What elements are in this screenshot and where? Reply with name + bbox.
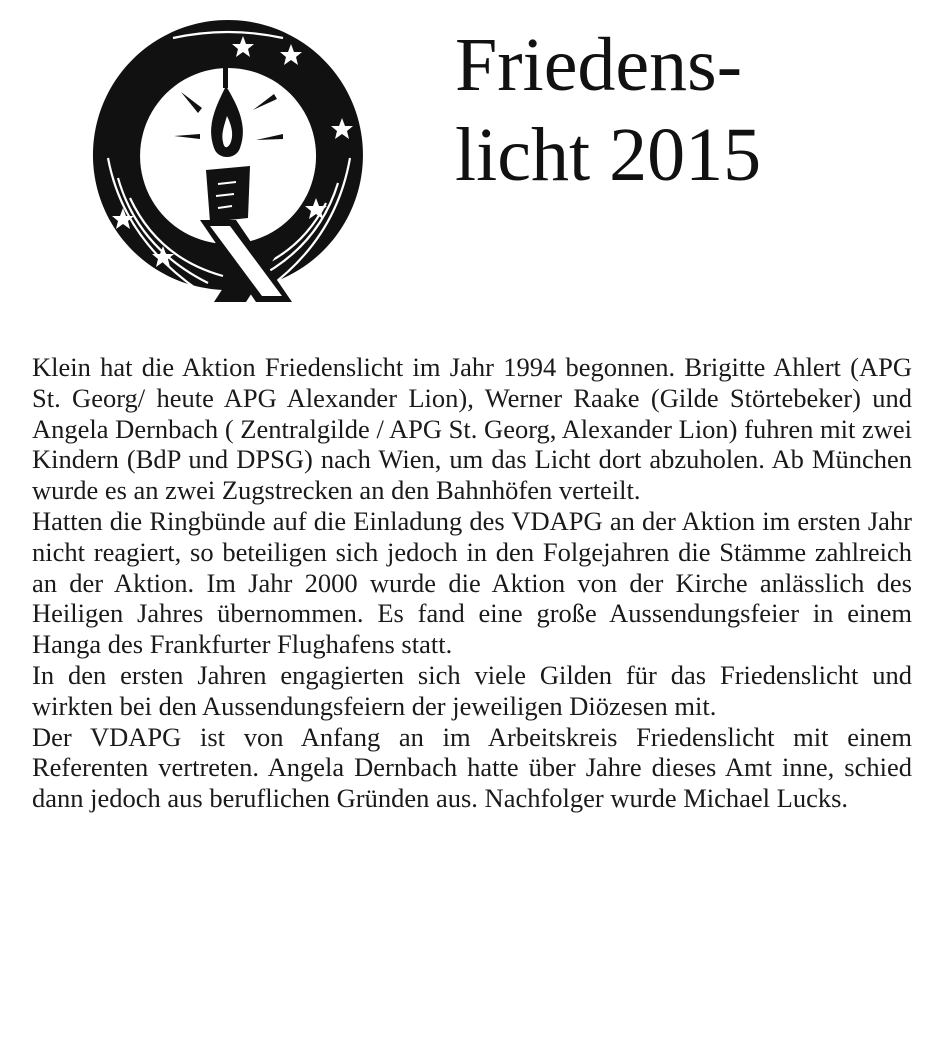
article-paragraph: Hatten die Ringbünde auf die Einladung des VDAPG an der Aktion im ersten Jahr nicht reagiert, so beteiligen sich jedoch in den Folgejahren die Stämme zahlreich an der Aktion. Im Jahr 2000 wurde die Aktion von der Kirche anlässlich des Heiligen Jahres übernommen. Es fand eine große Aussendungsfeier in einem Hanga des Frankfurter Flughafens statt. — [32, 505, 912, 660]
title-line-2: licht 2015 — [455, 113, 762, 197]
page-title — [455, 20, 761, 200]
article-body — [32, 352, 912, 814]
friedenslicht-emblem-icon — [78, 8, 378, 308]
article-paragraph: Klein hat die Aktion Friedenslicht im Jahr 1994 begonnen. Brigitte Ahlert (APG St. Georg/ heute APG Alexander Lion), Werner Raake (Gilde Störtebeker) und Angela Dernbach ( Zentralgilde / APG St. Georg, Alexander Lion) fuhren mit zwei Kindern (BdP und DPSG) nach Wien, um das Licht dort abzuholen. Ab München wurde es an zwei Zugstrecken an den Bahnhöfen verteilt. — [32, 352, 912, 506]
article-paragraph: In den ersten Jahren engagierten sich viele Gilden für das Friedenslicht und wirkten bei den Aussendungsfeiern der jeweiligen Diözesen mit. — [32, 659, 912, 721]
title-line-1: Friedens- — [455, 23, 743, 107]
article-paragraph: Der VDAPG ist von Anfang an im Arbeitskreis Friedenslicht mit einem Referenten vertreten. Angela Dernbach hatte über Jahre dieses Amt inne, schied dann jedoch aus beruflichen Gründen aus. Nachfolger wurde Michael Lucks. — [32, 721, 912, 814]
